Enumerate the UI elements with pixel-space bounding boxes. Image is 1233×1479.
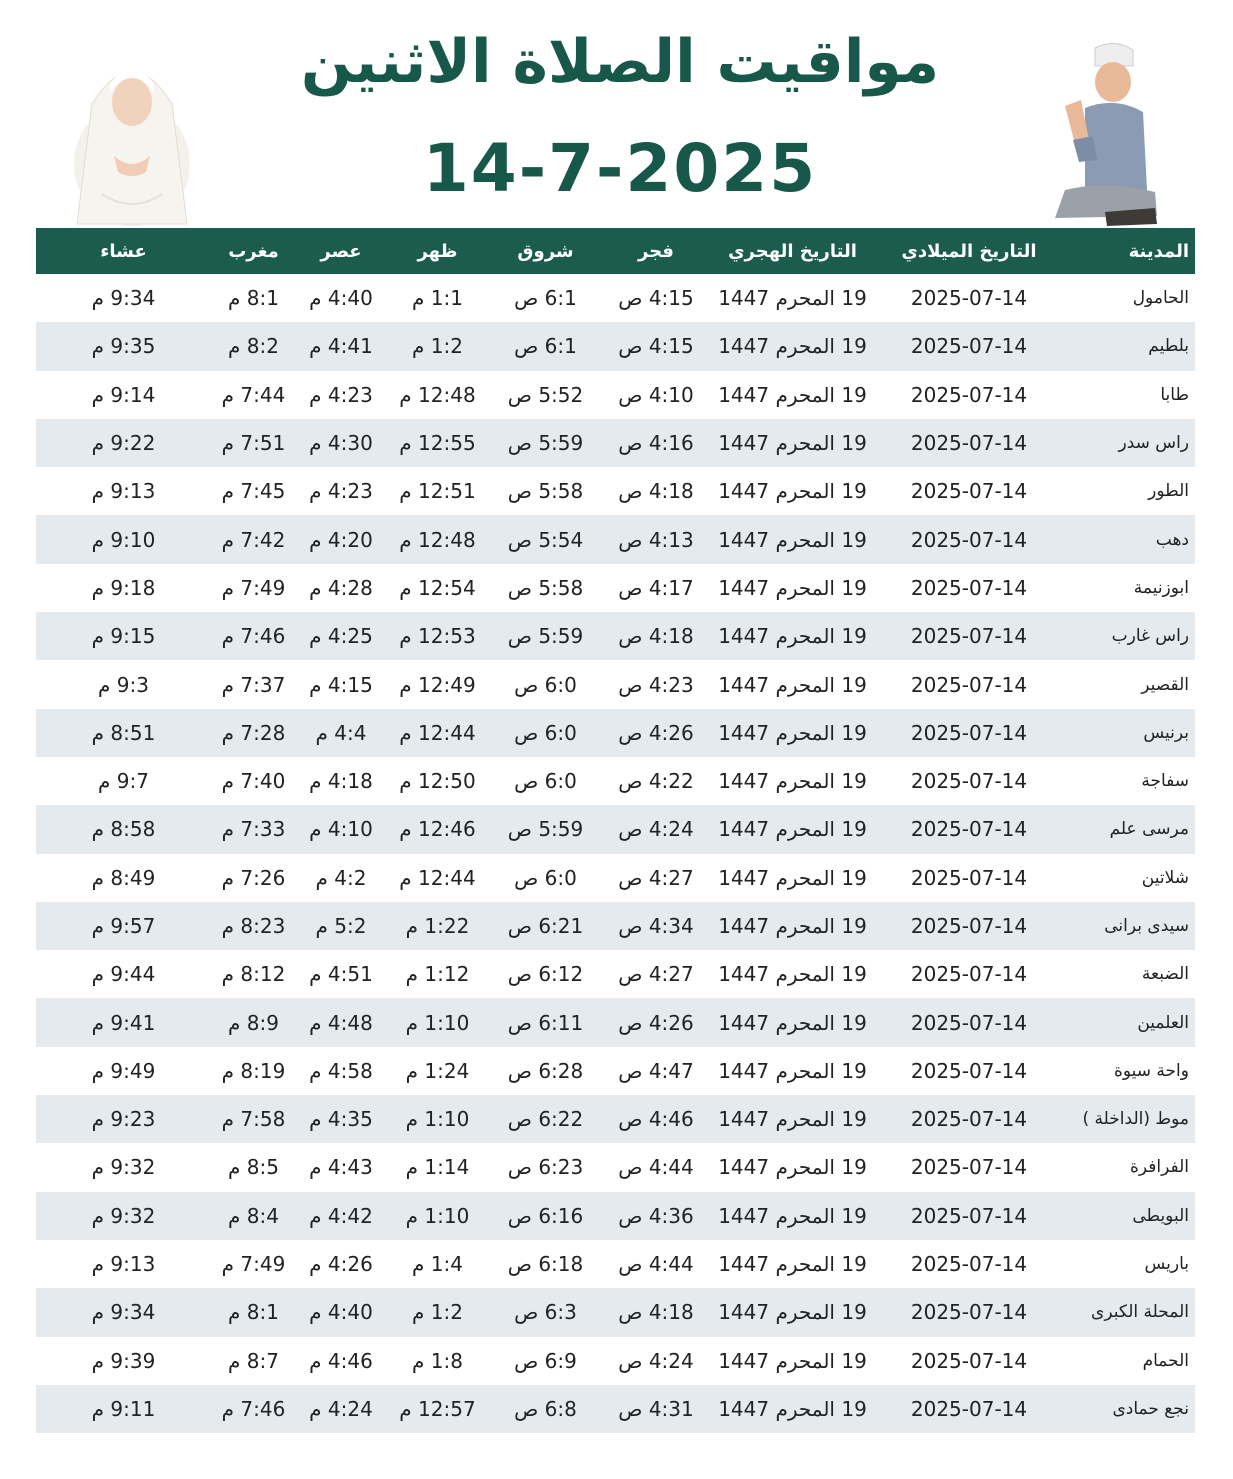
cell-city: واحة سيوة <box>1063 1047 1195 1095</box>
cell-isha: 9:49 م <box>36 1047 211 1095</box>
cell-sunrise: 6:18 ص <box>489 1240 602 1288</box>
cell-fajr: 4:23 ص <box>602 660 710 708</box>
cell-gregorian: 2025-07-14 <box>875 854 1063 902</box>
cell-gregorian: 2025-07-14 <box>875 419 1063 467</box>
cell-maghrib: 7:46 م <box>211 612 296 660</box>
cell-fajr: 4:27 ص <box>602 950 710 998</box>
cell-dhuhr: 12:46 م <box>386 805 489 853</box>
cell-hijri: 19 المحرم 1447 <box>710 709 875 757</box>
table-row <box>36 902 1195 950</box>
cell-city: باريس <box>1063 1240 1195 1288</box>
cell-asr: 4:28 م <box>296 564 386 612</box>
col-header-isha: عشاء <box>36 228 211 274</box>
cell-sunrise: 5:59 ص <box>489 419 602 467</box>
cell-city: مرسى علم <box>1063 805 1195 853</box>
cell-isha: 8:49 م <box>36 854 211 902</box>
col-header-asr: عصر <box>296 228 386 274</box>
cell-fajr: 4:47 ص <box>602 1047 710 1095</box>
cell-sunrise: 5:58 ص <box>489 467 602 515</box>
cell-hijri: 19 المحرم 1447 <box>710 757 875 805</box>
cell-maghrib: 7:42 م <box>211 515 296 563</box>
cell-isha: 9:22 م <box>36 419 211 467</box>
cell-hijri: 19 المحرم 1447 <box>710 1047 875 1095</box>
cell-asr: 4:40 م <box>296 1288 386 1336</box>
cell-dhuhr: 12:48 م <box>386 371 489 419</box>
cell-maghrib: 8:5 م <box>211 1143 296 1191</box>
cell-dhuhr: 1:10 م <box>386 1095 489 1143</box>
cell-sunrise: 6:21 ص <box>489 902 602 950</box>
cell-maghrib: 8:4 م <box>211 1192 296 1240</box>
cell-isha: 9:57 م <box>36 902 211 950</box>
cell-sunrise: 6:0 ص <box>489 660 602 708</box>
cell-dhuhr: 1:4 م <box>386 1240 489 1288</box>
cell-dhuhr: 12:44 م <box>386 854 489 902</box>
cell-asr: 4:10 م <box>296 805 386 853</box>
cell-sunrise: 6:16 ص <box>489 1192 602 1240</box>
table-row <box>36 1192 1195 1240</box>
cell-gregorian: 2025-07-14 <box>875 564 1063 612</box>
cell-isha: 9:3 م <box>36 660 211 708</box>
cell-city: موط (الداخلة ) <box>1063 1095 1195 1143</box>
cell-sunrise: 6:28 ص <box>489 1047 602 1095</box>
cell-sunrise: 6:0 ص <box>489 757 602 805</box>
cell-asr: 4:42 م <box>296 1192 386 1240</box>
cell-gregorian: 2025-07-14 <box>875 998 1063 1046</box>
cell-city: سيدى برانى <box>1063 902 1195 950</box>
cell-sunrise: 6:12 ص <box>489 950 602 998</box>
cell-city: سفاجة <box>1063 757 1195 805</box>
cell-asr: 4:51 م <box>296 950 386 998</box>
cell-maghrib: 7:49 م <box>211 564 296 612</box>
cell-city: الحامول <box>1063 274 1195 322</box>
cell-gregorian: 2025-07-14 <box>875 1192 1063 1240</box>
cell-sunrise: 5:54 ص <box>489 515 602 563</box>
cell-gregorian: 2025-07-14 <box>875 1288 1063 1336</box>
cell-isha: 9:7 م <box>36 757 211 805</box>
table-row <box>36 950 1195 998</box>
cell-city: ابوزنيمة <box>1063 564 1195 612</box>
cell-isha: 9:44 م <box>36 950 211 998</box>
cell-city: الفرافرة <box>1063 1143 1195 1191</box>
cell-fajr: 4:46 ص <box>602 1095 710 1143</box>
table-row <box>36 660 1195 708</box>
cell-asr: 4:20 م <box>296 515 386 563</box>
cell-dhuhr: 12:48 م <box>386 515 489 563</box>
col-header-gregorian: التاريخ الميلادي <box>875 228 1063 274</box>
cell-sunrise: 5:59 ص <box>489 612 602 660</box>
cell-gregorian: 2025-07-14 <box>875 950 1063 998</box>
cell-gregorian: 2025-07-14 <box>875 1095 1063 1143</box>
cell-dhuhr: 1:10 م <box>386 998 489 1046</box>
cell-maghrib: 7:58 م <box>211 1095 296 1143</box>
cell-fajr: 4:15 ص <box>602 322 710 370</box>
cell-city: العلمين <box>1063 998 1195 1046</box>
table-row <box>36 419 1195 467</box>
cell-fajr: 4:24 ص <box>602 1337 710 1385</box>
cell-sunrise: 6:11 ص <box>489 998 602 1046</box>
cell-hijri: 19 المحرم 1447 <box>710 902 875 950</box>
cell-isha: 9:35 م <box>36 322 211 370</box>
cell-city: القصير <box>1063 660 1195 708</box>
cell-maghrib: 7:26 م <box>211 854 296 902</box>
table-row <box>36 1095 1195 1143</box>
cell-gregorian: 2025-07-14 <box>875 322 1063 370</box>
cell-sunrise: 5:58 ص <box>489 564 602 612</box>
cell-hijri: 19 المحرم 1447 <box>710 660 875 708</box>
cell-dhuhr: 12:50 م <box>386 757 489 805</box>
cell-isha: 8:51 م <box>36 709 211 757</box>
col-header-sunrise: شروق <box>489 228 602 274</box>
cell-isha: 9:15 م <box>36 612 211 660</box>
cell-hijri: 19 المحرم 1447 <box>710 515 875 563</box>
cell-dhuhr: 1:2 م <box>386 322 489 370</box>
cell-isha: 9:14 م <box>36 371 211 419</box>
table-row <box>36 1240 1195 1288</box>
cell-asr: 5:2 م <box>296 902 386 950</box>
cell-asr: 4:41 م <box>296 322 386 370</box>
cell-maghrib: 7:44 م <box>211 371 296 419</box>
cell-fajr: 4:31 ص <box>602 1385 710 1433</box>
cell-dhuhr: 1:12 م <box>386 950 489 998</box>
cell-hijri: 19 المحرم 1447 <box>710 371 875 419</box>
cell-asr: 4:35 م <box>296 1095 386 1143</box>
cell-dhuhr: 1:2 م <box>386 1288 489 1336</box>
cell-hijri: 19 المحرم 1447 <box>710 1095 875 1143</box>
cell-maghrib: 7:49 م <box>211 1240 296 1288</box>
col-header-hijri: التاريخ الهجري <box>710 228 875 274</box>
col-header-maghrib: مغرب <box>211 228 296 274</box>
cell-asr: 4:18 م <box>296 757 386 805</box>
cell-isha: 9:18 م <box>36 564 211 612</box>
cell-hijri: 19 المحرم 1447 <box>710 1385 875 1433</box>
table-row <box>36 1143 1195 1191</box>
cell-city: الضبعة <box>1063 950 1195 998</box>
cell-hijri: 19 المحرم 1447 <box>710 1192 875 1240</box>
cell-isha: 9:10 م <box>36 515 211 563</box>
cell-maghrib: 8:1 م <box>211 1288 296 1336</box>
cell-sunrise: 6:8 ص <box>489 1385 602 1433</box>
cell-asr: 4:46 م <box>296 1337 386 1385</box>
cell-fajr: 4:44 ص <box>602 1240 710 1288</box>
cell-fajr: 4:10 ص <box>602 371 710 419</box>
cell-fajr: 4:26 ص <box>602 709 710 757</box>
cell-city: البويطى <box>1063 1192 1195 1240</box>
cell-maghrib: 7:46 م <box>211 1385 296 1433</box>
cell-dhuhr: 1:24 م <box>386 1047 489 1095</box>
cell-fajr: 4:27 ص <box>602 854 710 902</box>
table-row <box>36 467 1195 515</box>
col-header-dhuhr: ظهر <box>386 228 489 274</box>
cell-city: طابا <box>1063 371 1195 419</box>
cell-maghrib: 7:28 م <box>211 709 296 757</box>
cell-dhuhr: 1:10 م <box>386 1192 489 1240</box>
cell-asr: 4:30 م <box>296 419 386 467</box>
cell-city: الحمام <box>1063 1337 1195 1385</box>
table-row <box>36 709 1195 757</box>
cell-city: راس غارب <box>1063 612 1195 660</box>
cell-isha: 9:34 م <box>36 274 211 322</box>
cell-sunrise: 5:52 ص <box>489 371 602 419</box>
page-date: 14-7-2025 <box>422 130 818 207</box>
cell-city: المحلة الكبرى <box>1063 1288 1195 1336</box>
cell-dhuhr: 1:1 م <box>386 274 489 322</box>
cell-gregorian: 2025-07-14 <box>875 1143 1063 1191</box>
cell-gregorian: 2025-07-14 <box>875 1337 1063 1385</box>
cell-maghrib: 8:2 م <box>211 322 296 370</box>
cell-gregorian: 2025-07-14 <box>875 660 1063 708</box>
cell-gregorian: 2025-07-14 <box>875 902 1063 950</box>
cell-city: دهب <box>1063 515 1195 563</box>
cell-maghrib: 8:1 م <box>211 274 296 322</box>
cell-sunrise: 6:23 ص <box>489 1143 602 1191</box>
cell-sunrise: 6:9 ص <box>489 1337 602 1385</box>
cell-sunrise: 6:1 ص <box>489 274 602 322</box>
table-row <box>36 515 1195 563</box>
cell-isha: 9:32 م <box>36 1143 211 1191</box>
cell-hijri: 19 المحرم 1447 <box>710 1337 875 1385</box>
col-header-city: المدينة <box>1063 228 1195 274</box>
cell-hijri: 19 المحرم 1447 <box>710 854 875 902</box>
cell-dhuhr: 12:55 م <box>386 419 489 467</box>
table-row <box>36 1047 1195 1095</box>
cell-asr: 4:40 م <box>296 274 386 322</box>
cell-hijri: 19 المحرم 1447 <box>710 1143 875 1191</box>
table-row <box>36 805 1195 853</box>
cell-asr: 4:4 م <box>296 709 386 757</box>
cell-fajr: 4:22 ص <box>602 757 710 805</box>
cell-fajr: 4:16 ص <box>602 419 710 467</box>
cell-isha: 9:13 م <box>36 467 211 515</box>
cell-hijri: 19 المحرم 1447 <box>710 419 875 467</box>
cell-asr: 4:26 م <box>296 1240 386 1288</box>
cell-dhuhr: 12:57 م <box>386 1385 489 1433</box>
cell-asr: 4:24 م <box>296 1385 386 1433</box>
cell-isha: 9:34 م <box>36 1288 211 1336</box>
cell-maghrib: 7:51 م <box>211 419 296 467</box>
cell-sunrise: 5:59 ص <box>489 805 602 853</box>
cell-isha: 9:23 م <box>36 1095 211 1143</box>
cell-dhuhr: 1:22 م <box>386 902 489 950</box>
cell-gregorian: 2025-07-14 <box>875 274 1063 322</box>
cell-isha: 9:11 م <box>36 1385 211 1433</box>
cell-hijri: 19 المحرم 1447 <box>710 612 875 660</box>
table-row <box>36 371 1195 419</box>
cell-fajr: 4:17 ص <box>602 564 710 612</box>
table-row <box>36 1288 1195 1336</box>
cell-hijri: 19 المحرم 1447 <box>710 274 875 322</box>
cell-hijri: 19 المحرم 1447 <box>710 1288 875 1336</box>
cell-gregorian: 2025-07-14 <box>875 805 1063 853</box>
cell-hijri: 19 المحرم 1447 <box>710 467 875 515</box>
cell-dhuhr: 12:51 م <box>386 467 489 515</box>
table-row <box>36 612 1195 660</box>
table-row <box>36 274 1195 322</box>
cell-sunrise: 6:22 ص <box>489 1095 602 1143</box>
cell-fajr: 4:18 ص <box>602 467 710 515</box>
cell-maghrib: 8:19 م <box>211 1047 296 1095</box>
cell-fajr: 4:15 ص <box>602 274 710 322</box>
cell-fajr: 4:34 ص <box>602 902 710 950</box>
cell-hijri: 19 المحرم 1447 <box>710 1240 875 1288</box>
cell-hijri: 19 المحرم 1447 <box>710 998 875 1046</box>
table-row <box>36 757 1195 805</box>
praying-girl-image <box>62 44 202 228</box>
col-header-fajr: فجر <box>602 228 710 274</box>
cell-fajr: 4:18 ص <box>602 612 710 660</box>
cell-dhuhr: 1:14 م <box>386 1143 489 1191</box>
cell-fajr: 4:13 ص <box>602 515 710 563</box>
cell-maghrib: 8:12 م <box>211 950 296 998</box>
cell-gregorian: 2025-07-14 <box>875 612 1063 660</box>
cell-asr: 4:48 م <box>296 998 386 1046</box>
cell-isha: 9:39 م <box>36 1337 211 1385</box>
cell-dhuhr: 12:44 م <box>386 709 489 757</box>
table-row <box>36 854 1195 902</box>
cell-maghrib: 8:7 م <box>211 1337 296 1385</box>
cell-maghrib: 7:45 م <box>211 467 296 515</box>
cell-isha: 9:41 م <box>36 998 211 1046</box>
prayer-times-table <box>36 228 1195 1433</box>
cell-gregorian: 2025-07-14 <box>875 1385 1063 1433</box>
cell-city: برنيس <box>1063 709 1195 757</box>
cell-asr: 4:58 م <box>296 1047 386 1095</box>
cell-maghrib: 7:40 م <box>211 757 296 805</box>
cell-gregorian: 2025-07-14 <box>875 709 1063 757</box>
page-header <box>0 0 1233 228</box>
table-row <box>36 564 1195 612</box>
cell-gregorian: 2025-07-14 <box>875 515 1063 563</box>
cell-gregorian: 2025-07-14 <box>875 1240 1063 1288</box>
cell-asr: 4:43 م <box>296 1143 386 1191</box>
cell-fajr: 4:24 ص <box>602 805 710 853</box>
praying-boy-image <box>1045 40 1165 228</box>
cell-city: نجع حمادى <box>1063 1385 1195 1433</box>
cell-dhuhr: 1:8 م <box>386 1337 489 1385</box>
cell-gregorian: 2025-07-14 <box>875 371 1063 419</box>
cell-dhuhr: 12:54 م <box>386 564 489 612</box>
table-row <box>36 998 1195 1046</box>
cell-hijri: 19 المحرم 1447 <box>710 564 875 612</box>
cell-fajr: 4:26 ص <box>602 998 710 1046</box>
cell-city: راس سدر <box>1063 419 1195 467</box>
cell-fajr: 4:44 ص <box>602 1143 710 1191</box>
page-title: مواقيت الصلاة الاثنين <box>300 27 940 97</box>
cell-gregorian: 2025-07-14 <box>875 467 1063 515</box>
cell-isha: 9:13 م <box>36 1240 211 1288</box>
cell-asr: 4:23 م <box>296 467 386 515</box>
cell-sunrise: 6:0 ص <box>489 854 602 902</box>
table-row <box>36 322 1195 370</box>
table-header-row <box>36 228 1195 274</box>
cell-asr: 4:23 م <box>296 371 386 419</box>
cell-city: الطور <box>1063 467 1195 515</box>
cell-sunrise: 6:0 ص <box>489 709 602 757</box>
cell-sunrise: 6:3 ص <box>489 1288 602 1336</box>
cell-hijri: 19 المحرم 1447 <box>710 950 875 998</box>
cell-maghrib: 7:37 م <box>211 660 296 708</box>
cell-hijri: 19 المحرم 1447 <box>710 805 875 853</box>
table-row <box>36 1385 1195 1433</box>
cell-maghrib: 8:23 م <box>211 902 296 950</box>
cell-hijri: 19 المحرم 1447 <box>710 322 875 370</box>
cell-sunrise: 6:1 ص <box>489 322 602 370</box>
cell-gregorian: 2025-07-14 <box>875 757 1063 805</box>
cell-fajr: 4:18 ص <box>602 1288 710 1336</box>
cell-maghrib: 7:33 م <box>211 805 296 853</box>
cell-maghrib: 8:9 م <box>211 998 296 1046</box>
cell-fajr: 4:36 ص <box>602 1192 710 1240</box>
cell-city: شلاتين <box>1063 854 1195 902</box>
cell-asr: 4:25 م <box>296 612 386 660</box>
cell-gregorian: 2025-07-14 <box>875 1047 1063 1095</box>
cell-isha: 8:58 م <box>36 805 211 853</box>
cell-dhuhr: 12:49 م <box>386 660 489 708</box>
cell-city: بلطيم <box>1063 322 1195 370</box>
cell-asr: 4:2 م <box>296 854 386 902</box>
table-row <box>36 1337 1195 1385</box>
cell-dhuhr: 12:53 م <box>386 612 489 660</box>
cell-isha: 9:32 م <box>36 1192 211 1240</box>
cell-asr: 4:15 م <box>296 660 386 708</box>
